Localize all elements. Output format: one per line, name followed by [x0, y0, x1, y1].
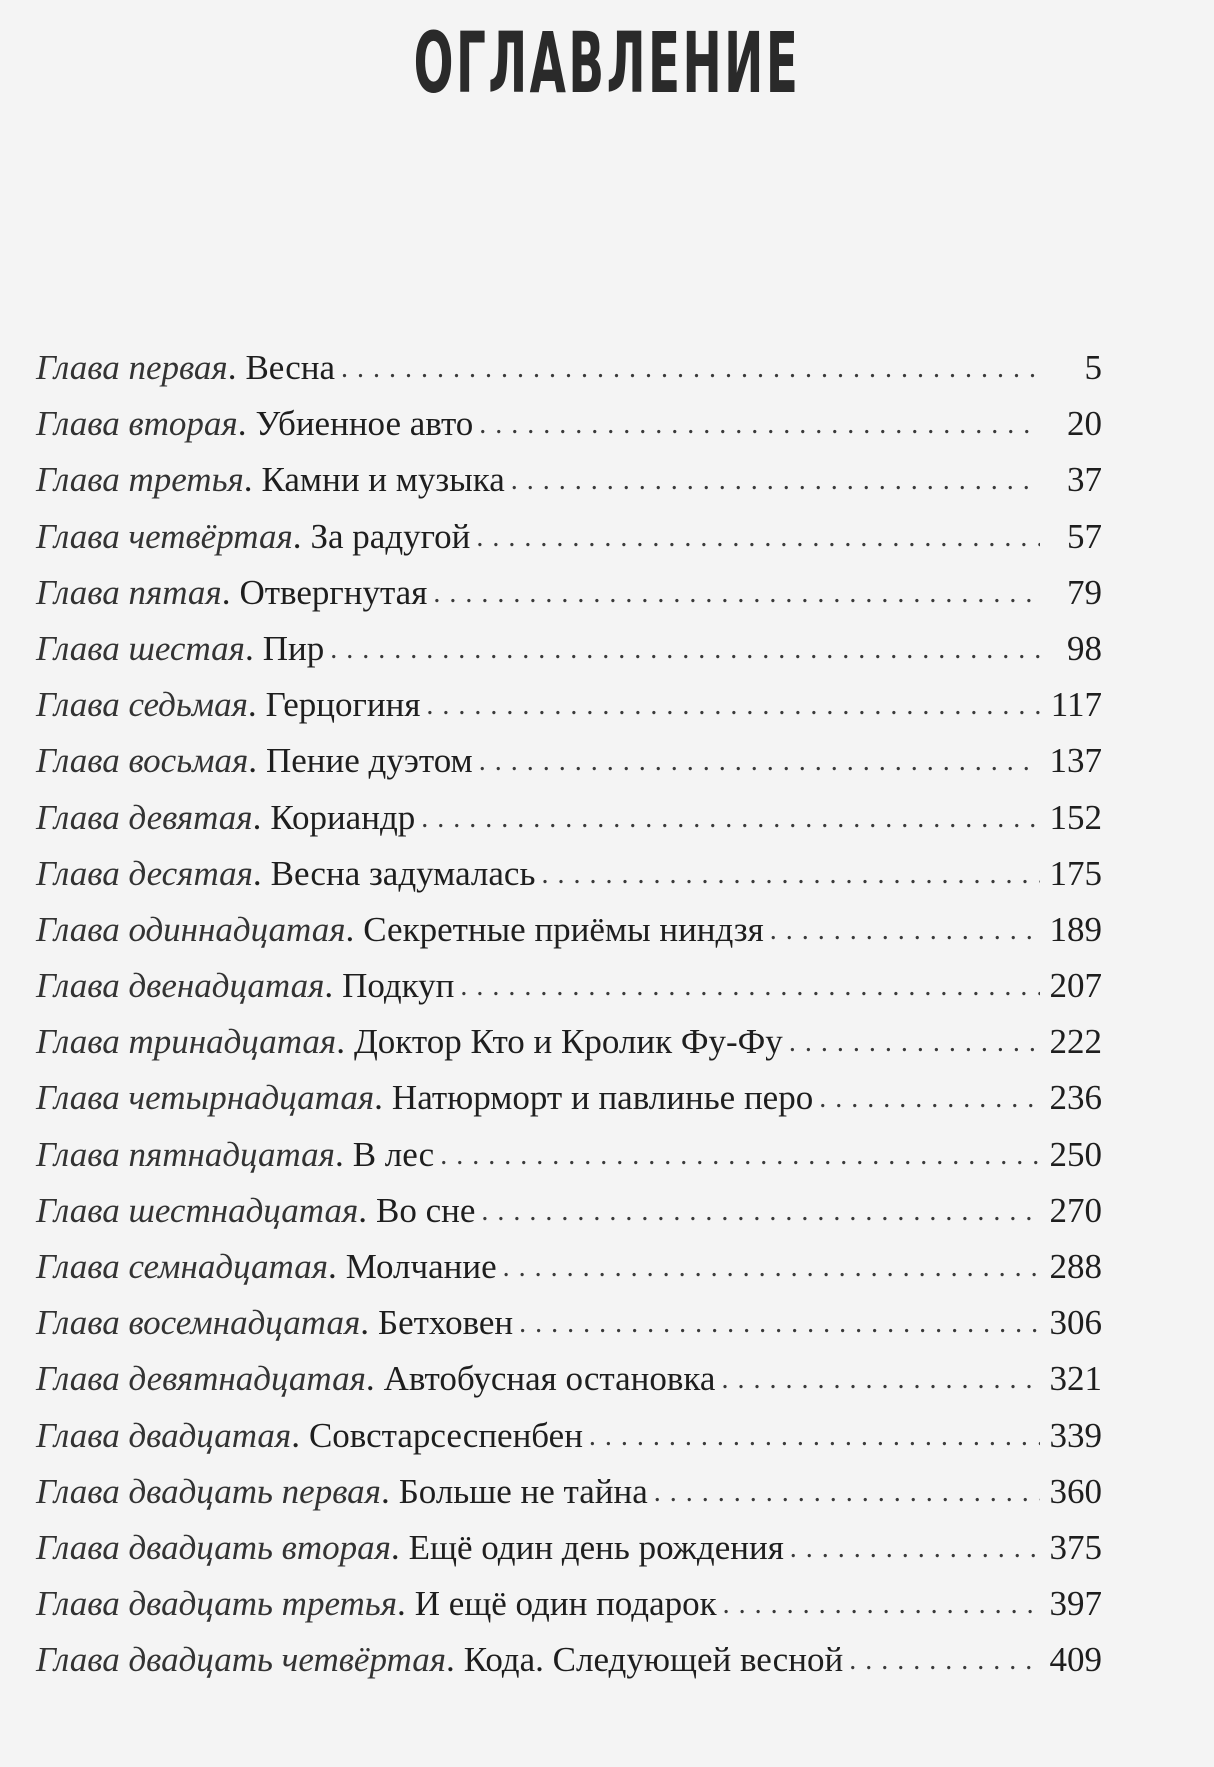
- chapter-number: Глава двадцатая: [36, 1415, 292, 1455]
- chapter-title: Натюрморт и павлинье перо: [391, 1078, 814, 1118]
- chapter-title: Пир: [262, 628, 325, 668]
- page-number: 250: [1049, 1134, 1102, 1174]
- chapter-number: Глава восемнадцатая: [36, 1303, 361, 1343]
- leader-dots: [481, 1181, 1040, 1240]
- chapter-title: Автобусная остановка: [383, 1359, 716, 1399]
- chapter-number: Глава девятая: [36, 797, 253, 837]
- chapter-title: Убиенное авто: [255, 404, 474, 444]
- page-number: 397: [1049, 1584, 1102, 1624]
- leader-dots: [589, 1406, 1040, 1465]
- chapter-number: Глава четырнадцатая: [36, 1078, 375, 1118]
- chapter-title: За радугой: [310, 516, 471, 556]
- chapter-number: Глава двенадцатая: [36, 966, 325, 1006]
- separator: .: [292, 516, 302, 556]
- chapter-number: Глава десятая: [36, 853, 253, 893]
- chapter-title: Герцогиня: [265, 685, 421, 725]
- leader-dots: [341, 338, 1040, 397]
- separator: .: [334, 1134, 344, 1174]
- toc-entry: [36, 733, 1102, 789]
- separator: .: [243, 460, 253, 500]
- toc-entry: [36, 1127, 1102, 1183]
- leader-dots: [479, 731, 1040, 790]
- page-number: 375: [1049, 1527, 1102, 1567]
- chapter-title: Секретные приёмы ниндзя: [363, 909, 764, 949]
- chapter-title: Во сне: [375, 1190, 476, 1230]
- toc-entry: [36, 1183, 1102, 1239]
- chapter-number: Глава вторая: [36, 404, 238, 444]
- toc-entry: [36, 846, 1102, 902]
- chapter-number: Глава третья: [36, 460, 244, 500]
- chapter-title: Камни и музыка: [261, 460, 505, 500]
- leader-dots: [330, 619, 1040, 678]
- separator: .: [390, 1527, 400, 1567]
- toc-entry: [36, 621, 1102, 677]
- leader-dots: [723, 1574, 1040, 1633]
- chapter-number: Глава девятнадцатая: [36, 1359, 366, 1399]
- toc-entry: [36, 452, 1102, 508]
- separator: .: [291, 1415, 300, 1455]
- leader-dots: [654, 1462, 1040, 1521]
- toc-entry: [36, 340, 1102, 396]
- chapter-title: Кориандр: [270, 797, 416, 837]
- page-number: 207: [1049, 966, 1102, 1006]
- toc-entry: [36, 1295, 1102, 1351]
- chapter-title: И ещё один подарок: [414, 1584, 717, 1624]
- separator: .: [221, 572, 231, 612]
- toc-entry: [36, 1408, 1102, 1464]
- chapter-title: Совстарсеспенбен: [308, 1415, 583, 1455]
- page-number: 321: [1049, 1359, 1102, 1399]
- toc-entry: [36, 1351, 1102, 1407]
- separator: .: [380, 1471, 390, 1511]
- toc-entry: [36, 565, 1102, 621]
- chapter-title: Больше не тайна: [398, 1471, 648, 1511]
- toc-entry: [36, 1014, 1102, 1070]
- leader-dots: [440, 1125, 1040, 1184]
- separator: .: [360, 1303, 369, 1343]
- leader-dots: [426, 675, 1040, 734]
- separator: .: [227, 348, 237, 387]
- chapter-title: Отвергнутая: [239, 572, 428, 612]
- page-number: 288: [1049, 1247, 1102, 1286]
- leader-dots: [460, 956, 1040, 1015]
- toc-entry: [36, 958, 1102, 1014]
- separator: .: [248, 741, 257, 781]
- leader-dots: [433, 563, 1040, 622]
- separator: .: [324, 966, 334, 1006]
- page-number: 152: [1049, 797, 1102, 837]
- chapter-title: Ещё один день рождения: [408, 1527, 784, 1567]
- chapter-number: Глава двадцать четвёртая: [36, 1640, 446, 1680]
- separator: .: [445, 1640, 455, 1680]
- leader-dots: [479, 394, 1040, 453]
- leader-dots: [770, 900, 1040, 959]
- chapter-number: Глава двадцать первая: [36, 1471, 381, 1511]
- toc-entry: [36, 902, 1102, 958]
- separator: .: [247, 685, 257, 725]
- chapter-title: Весна задумалась: [270, 853, 536, 893]
- page-number: 98: [1067, 628, 1102, 668]
- leader-dots: [541, 844, 1040, 903]
- leader-dots: [503, 1237, 1040, 1296]
- separator: .: [365, 1359, 375, 1399]
- leader-dots: [511, 450, 1040, 509]
- separator: .: [397, 1584, 406, 1624]
- chapter-number: Глава семнадцатая: [36, 1247, 328, 1286]
- page-number: 236: [1049, 1078, 1102, 1118]
- toc-entry: [36, 1632, 1102, 1688]
- chapter-title: Весна: [245, 348, 336, 387]
- leader-dots: [789, 1012, 1040, 1071]
- chapter-number: Глава четвёртая: [36, 516, 293, 556]
- leader-dots: [819, 1068, 1040, 1127]
- leader-dots: [519, 1293, 1040, 1352]
- page-number: 5: [1084, 348, 1102, 387]
- table-of-contents: [36, 340, 1102, 1689]
- toc-entry: [36, 1576, 1102, 1632]
- separator: .: [336, 1022, 345, 1062]
- chapter-title: Пение дуэтом: [266, 741, 473, 781]
- page-number: 306: [1049, 1303, 1102, 1343]
- chapter-number: Глава седьмая: [36, 685, 248, 725]
- chapter-number: Глава восьмая: [36, 741, 249, 781]
- chapter-number: Глава пятая: [36, 572, 222, 612]
- page-number: 79: [1067, 572, 1102, 612]
- page-title: ОГЛАВЛЕНИЕ: [413, 14, 801, 112]
- leader-dots: [849, 1630, 1040, 1689]
- page-number: 117: [1050, 685, 1102, 725]
- chapter-number: Глава двадцать третья: [36, 1584, 398, 1624]
- separator: .: [327, 1247, 337, 1286]
- page-number: 189: [1049, 909, 1102, 949]
- separator: .: [237, 404, 247, 444]
- chapter-title: Молчание: [345, 1247, 497, 1286]
- page-number: 20: [1067, 404, 1102, 444]
- separator: .: [358, 1190, 367, 1230]
- separator: .: [244, 628, 254, 668]
- page-number: 57: [1067, 516, 1102, 556]
- chapter-number: Глава одиннадцатая: [36, 909, 346, 949]
- toc-entry: [36, 1239, 1102, 1295]
- separator: .: [252, 797, 262, 837]
- leader-dots: [476, 507, 1040, 566]
- separator: .: [345, 909, 355, 949]
- page-number: 270: [1049, 1190, 1102, 1230]
- chapter-number: Глава шестнадцатая: [36, 1190, 359, 1230]
- chapter-number: Глава двадцать вторая: [36, 1527, 391, 1567]
- page-number: 409: [1049, 1640, 1102, 1680]
- leader-dots: [790, 1518, 1040, 1577]
- chapter-number: Глава шестая: [36, 628, 245, 668]
- separator: .: [374, 1078, 383, 1118]
- toc-entry: [36, 1520, 1102, 1576]
- chapter-number: Глава пятнадцатая: [36, 1134, 335, 1174]
- leader-dots: [721, 1349, 1040, 1408]
- page-number: 175: [1049, 853, 1102, 893]
- separator: .: [252, 853, 262, 893]
- chapter-title: В лес: [352, 1134, 435, 1174]
- chapter-title: Доктор Кто и Кролик Фу-Фу: [353, 1022, 783, 1062]
- toc-entry: [36, 509, 1102, 565]
- leader-dots: [421, 788, 1040, 847]
- chapter-title: Кода. Следующей весной: [463, 1640, 844, 1680]
- toc-entry: [36, 1070, 1102, 1126]
- chapter-number: Глава тринадцатая: [36, 1022, 337, 1062]
- page-number: 137: [1049, 741, 1102, 781]
- page-number: 360: [1049, 1471, 1102, 1511]
- chapter-title: Бетховен: [377, 1303, 514, 1343]
- page-number: 339: [1049, 1415, 1102, 1455]
- toc-entry: [36, 790, 1102, 846]
- page-number: 37: [1067, 460, 1102, 500]
- chapter-title: Подкуп: [342, 966, 455, 1006]
- toc-entry: [36, 396, 1102, 452]
- page-number: 222: [1049, 1022, 1102, 1062]
- toc-entry: [36, 677, 1102, 733]
- chapter-number: Глава первая: [36, 348, 228, 387]
- toc-entry: [36, 1464, 1102, 1520]
